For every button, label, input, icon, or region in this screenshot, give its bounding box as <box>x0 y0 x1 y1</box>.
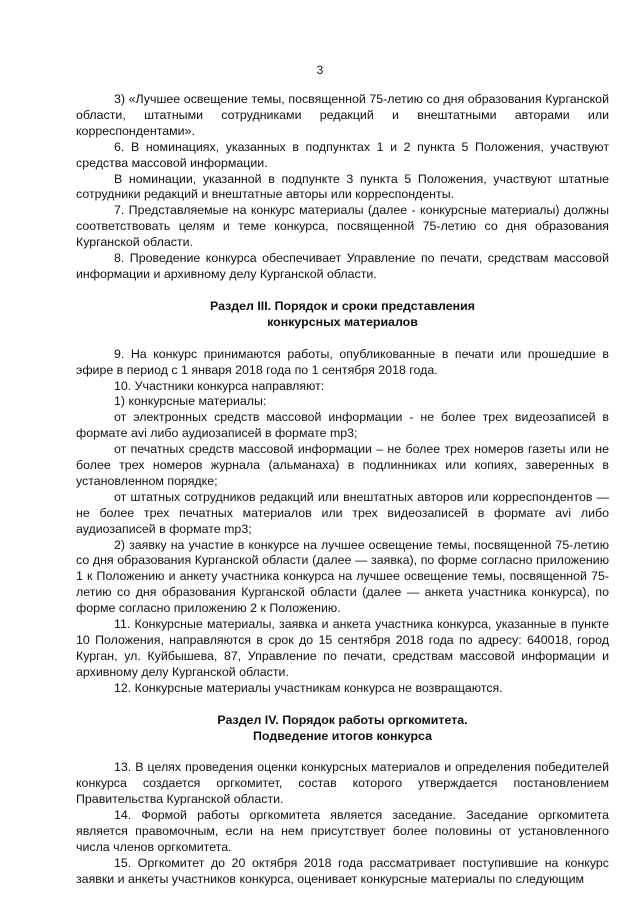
section-4-title-line-1: Раздел IV. Порядок работы оргкомитета. <box>217 712 468 727</box>
paragraph-15: 15. Оргкомитет до 20 октября 2018 года рассматривает поступившие на конкурс заявки и анкеты участников конкурса, оценивает конкурсные материалы по следующим <box>76 855 609 886</box>
paragraph-7: 7. Представляемые на конкурс материалы (далее - конкурсные материалы) должны соответствовать целям и теме конкурса, посвященной 75-летию со дня образования Курганской области. <box>76 203 609 250</box>
paragraph-print-media: от печатных средств массовой информации – не более трех номеров газеты или не более трех номеров журнала (альманаха) в подлинниках или копиях, заверенных в установленном порядке; <box>76 442 609 488</box>
section-3-title-line-1: Раздел III. Порядок и сроки представления <box>209 298 475 313</box>
section-4-heading <box>76 713 609 745</box>
paragraph-nomination-participants: В номинации, указанной в подпункте 3 пункта 5 Положения, участвуют штатные сотрудники редакций и внештатные авторы или корреспонденты. <box>76 171 609 202</box>
paragraph-8: 8. Проведение конкурса обеспечивает Управление по печати, средствам массовой информации и архивному делу Курганской области. <box>76 251 609 281</box>
paragraph-14: 14. Формой работы оргкомитета является заседание. Заседание оргкомитета является правомочным, если на нем присутствует более половины от установленного числа членов оргкомитета. <box>76 808 609 854</box>
paragraph-10-1: 1) конкурсные материалы: <box>114 394 267 409</box>
paragraph-10: 10. Участники конкурса направляют: <box>114 378 325 393</box>
paragraph-11: 11. Конкурсные материалы, заявка и анкета участника конкурса, указанные в пункте 10 Положения, направляются в срок до 15 сентября 2018 года по адресу: 640018, город Курган, ул. Куйбышева, 87, Управление по печати, средствам массовой информации и архивному делу Курганской области. <box>76 617 609 679</box>
paragraph-12: 12. Конкурсные материалы участникам конкурса не возвращаются. <box>114 680 503 695</box>
section-4-title-line-2: Подведение итогов конкурса <box>253 728 432 743</box>
section-3-heading <box>76 299 609 331</box>
section-3-title-line-2: конкурсных материалов <box>267 314 418 329</box>
paragraph-13: 13. В целях проведения оценки конкурсных материалов и определения победителей конкурса создается оргкомитет, состав которого утверждается постановлением Правительства Курганской области. <box>76 760 609 807</box>
paragraph-electronic-media: от электронных средств массовой информации - не более трех видеозаписей в формате avi либо аудиозаписей в формате mp3; <box>76 410 609 441</box>
paragraph-9: 9. На конкурс принимаются работы, опубликованные в печати или прошедшие в эфире в период с 1 января 2018 года по 1 сентября 2018 года. <box>76 346 609 377</box>
paragraph-6: 6. В номинациях, указанных в подпунктах 1 и 2 пункта 5 Положения, участвуют средства массовой информации. <box>76 139 609 170</box>
page-content <box>76 92 609 888</box>
paragraph-staff-authors: от штатных сотрудников редакций или внештатных авторов или корреспондентов — не более трех печатных материалов или трех видеозаписей в формате avi либо аудиозаписей в формате mp3; <box>76 489 609 536</box>
page-number: 3 <box>316 63 324 77</box>
paragraph-nomination-3: 3) «Лучшее освещение темы, посвященной 75-летию со дня образования Курганской области, штатными сотрудниками редакций и внештатными авторами или корреспондентами». <box>76 92 609 138</box>
paragraph-10-2: 2) заявку на участие в конкурсе на лучшее освещение темы, посвященной 75-летию со дня образования Курганской области (далее — заявка), по форме согласно приложению 1 к Положению и анкету участника конкурса на лучшее освещение темы, посвященной 75-летию со дня образования Курганской области (далее — анкета участника конкурса), по форме согласно приложению 2 к Положению. <box>76 537 609 616</box>
